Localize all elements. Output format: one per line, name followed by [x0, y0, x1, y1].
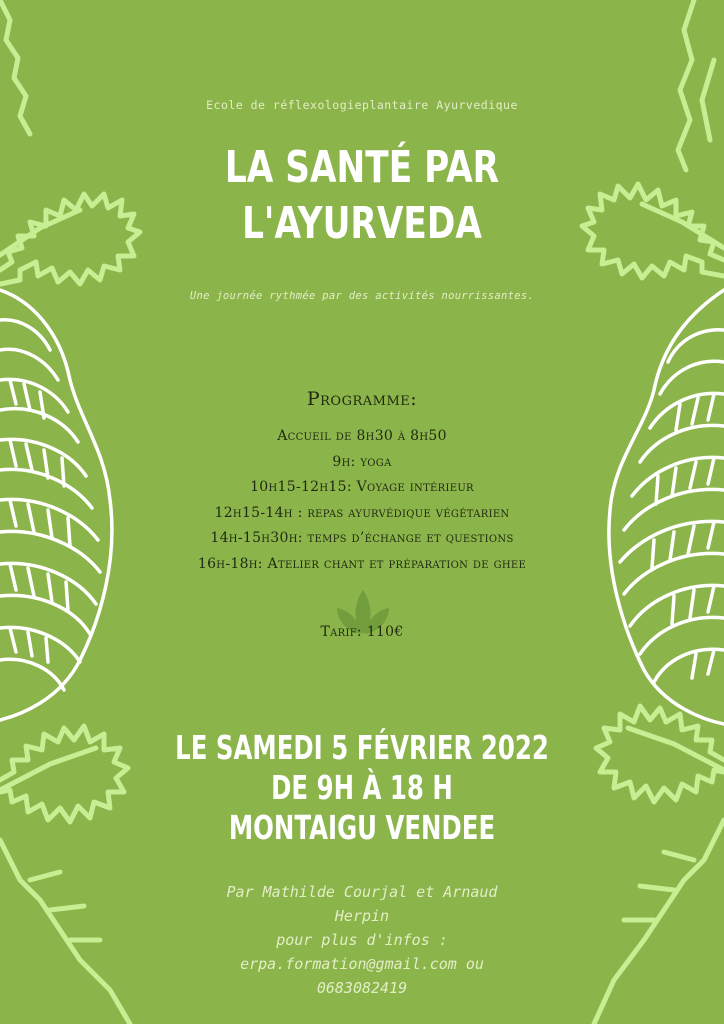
programme-item: 14h-15h30h: temps d’échange et questions	[210, 530, 514, 546]
programme-list	[0, 424, 724, 577]
event-time: DE 9H À 18 H	[271, 768, 453, 807]
contact-line: Par Mathilde Courjal et Arnaud	[226, 883, 498, 901]
event-info	[94, 728, 630, 848]
school-name: Ecole de réflexologieplantaire Ayurvedique	[206, 98, 518, 112]
event-place: MONTAIGU VENDEE	[228, 808, 496, 847]
programme-item: 16h-18h: Atelier chant et préparation de ghee	[197, 555, 527, 572]
main-title-line-1: LA SANTÉ PAR	[224, 142, 500, 193]
programme-item: Accueil de 8h30 à 8h50	[277, 428, 447, 444]
contact-line: Herpin	[334, 907, 390, 925]
contact-info	[180, 880, 544, 1000]
contact-email-line: erpa.formation@gmail.com ou	[240, 955, 484, 973]
programme-heading: Programme:	[306, 388, 418, 410]
contact-phone: 0683082419	[316, 979, 408, 997]
tarif: Tarif: 110€	[320, 624, 404, 640]
main-title	[80, 140, 645, 252]
programme-item: 9h: yoga	[332, 453, 392, 470]
programme-item: 12h15-14h : repas ayurvédique végétarien	[214, 504, 510, 521]
main-title-line-2: L'AYURVEDA	[242, 198, 482, 249]
programme-item: 10h15-12h15: Voyage intérieur	[250, 479, 474, 495]
subtitle: Une journée rythmée par des activités nourrissantes.	[189, 290, 535, 302]
contact-line: pour plus d'infos :	[276, 931, 448, 949]
event-date: LE SAMEDI 5 FÉVRIER 2022	[175, 728, 549, 767]
